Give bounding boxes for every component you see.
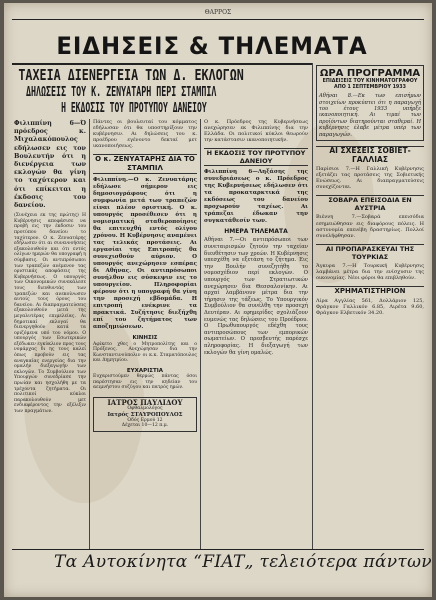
doctor-advert-line: Ιατρός ΣΤΑΥΡΟΠΟΥΛΟΣ: [107, 411, 183, 418]
section-heading-soviet: ΑΙ ΣΧΕΣΕΙΣ ΣΟΒΙΕΤ-ΓΑΛΛΙΑΣ: [316, 146, 424, 164]
headline-tertiary: Η ΕΚΔΟΣΙΣ ΤΟΥ ΠΡΟΤΥΠΟΥ ΔΑΝΕΙΟΥ: [61, 101, 207, 116]
doctor-advert: [93, 397, 197, 432]
doctor-advert-line: Οδός Ερμού 12: [127, 417, 163, 423]
section-text-turkey: Άγκυρα 7.—Η Τουρκική Κυβέρνησις λαμβάνει μέτρα δια την ενίσχυσιν της οικονομίας. Νέοι φόροι θα επιβληθούν.: [316, 262, 424, 281]
program-box-subtitle: ΕΠΙΔΕΙΞΕΙΣ ΤΟΥ ΚΙΝΗΜΑΤΟΓΡΑΦΟΥ: [322, 79, 418, 84]
col2-subheading: Ο κ. ΖΕΝΥΑΤΑΡΗΣ ΔΙΑ ΤΟ ΣΤΑΜΠΙΛ: [93, 154, 197, 174]
col2-paragraph-d: Ευχαριστούμεν θερμώς πάντας όσοι παρέστησαν εις την κηδείαν του αειμνήστου συζύγου και πατρός ημών.: [93, 374, 197, 391]
header-title: ΘΑΡΡΟΣ: [204, 9, 232, 16]
col3-paragraph-b: Φιλιππίνη 6—Ληξάσης της συνεδριάσεως ο κ. Πρόεδρος της Κυβερνήσεως εδήλωσεν ότι τα προκαταρκτικά της εκδόσεως του δανείου προχωρούν ταχέως. Αι τράπεζαι έδωκαν την συγκατάθεσίν των.: [204, 169, 308, 225]
section-text-soviet: Παρίσιοι 7.—Η Γαλλική Κυβέρνησις εξετάζει τας προτάσεις της Σοβιετικής Ενώσεως. Αι διαπραγματεύσεις συνεχίζονται.: [316, 166, 424, 191]
column-1: [14, 119, 86, 549]
col2-paragraph-c: Αφίκετο χθες ο Μητροπολίτης και ο Πρόξενος. Ανεχώρησαν δια την Κωνσταντινούπολιν οι κ.κ. Σταματόπουλος και Δημητρίου.: [93, 341, 197, 364]
page-header: [4, 9, 432, 16]
section-heading-exchange: ΧΡΗΜΑΤΙΣΤΗΡΙΟΝ: [316, 286, 424, 296]
column-divider: [200, 119, 201, 549]
masthead: ΕΙΔΗΣΕΙΣ & ΤΗΛΕΜΑΤΑ: [56, 32, 368, 60]
section-text-exchange: Λίρα Αγγλίας 561, Δολλάριον 125, Φράγκον Γαλλικόν 6.85, Λιρέτα 9.60, Φράγκον Ελβετικόν 34.20.: [316, 298, 424, 317]
col3-paragraph-a: Ο κ. Πρόεδρος της Κυβερνήσεως ανεχώρησεν εκ Φιλιππίνης δια την Ελλάδα. Οι πολιτικοί κύκλοι θεωρούν την κατάστασιν ικανοποιητικήν.: [204, 119, 308, 144]
column-4: [316, 65, 424, 549]
column-divider: [89, 119, 90, 549]
masthead-rule: [12, 63, 312, 65]
main-story-body: (Συνέχεια εκ της πρώτης) Η Κυβέρνησις αποφάσισε να προβή εις την έκδοσιν του προτύπου δανείου το ταχύτερον. Ο κ. Ζενυατάρης εδήλωσεν ότι αι συνεννοήσεις εξακολουθούν και ότι εντός ολίγων ημερών θα υπογραφή η σύμβασις. Οι αντιπρόσωποι των τραπεζών ανέμενον τας οριστικάς αποφάσεις της Κυβερνήσεως. Ο υπουργός των Οικονομικών συνεκάλεσε τους διευθυντάς των τραπεζών και ανεκοίνωσεν αυτοίς τους όρους του δανείου. Αι διαπραγματεύσεις εξακολουθούν μετά της μεγαλυτέρας επιμελείας. Αι δημοτικαί εκλογαί θα διενεργηθούν κατά τα οριζόμενα υπό του νόμου. Ο υπουργός των Εσωτερικών εξέδωκεν εγκύκλιον προς τους νομάρχας δι ης τους καλεί όπως προβούν εις τας αναγκαίας ενεργείας δια την ομαλήν διεξαγωγήν των εκλογών. Το Συμβούλιον των Υπουργών συνεδρίασε την πρωίαν και ησχολήθη με τα τρέχοντα ζητήματα. Οι πολιτικοί κύκλοι παρακολουθούν μετ ενδιαφέροντος την εξέλιξιν των πραγμάτων.: [14, 213, 86, 415]
lead-paragraph: Φιλιππίνη 6—Ό πρόεδρος κ. Μιχαλακόπουλος εδήλωσεν εις τον Βουλευτήν ότι η διενέργεια των εκλογών θα γίνη το ταχύτερον και ότι επίκειται η έκδοσις του δανείου.: [14, 119, 86, 210]
fiat-advertisement: Τα Αυτοκίνητα “FIAT„ τελειότερα πάντων: [54, 552, 432, 572]
section-heading-turkey: ΑΙ ΠΡΟΠΑΡΑΣΚΕΥΑΙ ΤΗΣ ΤΟΥΡΚΙΑΣ: [316, 244, 424, 261]
col3-paragraph-c: Αθήναι 7.—Οι αντιπρόσωποι των συνεταιρισμών ζητούν την ταχείαν διευθέτησιν των χρεών. Η Κυβέρνησις υπεσχέθη να εξετάση το ζήτημα. Εις την Βουλήν συνεζητήθη το νομοσχέδιον περί εκλογών. Ο υπουργός των Στρατιωτικών ανεχώρησεν δια Θεσσαλονίκην. Αι αρχαί λαμβάνουν μέτρα δια την τήρησιν της τάξεως. Το Υπουργικόν Συμβούλιον θα συνέλθη την προσεχή Δευτέραν. Αι εφημερίδες σχολιάζουν ευμενώς τας δηλώσεις του Προέδρου. Ο Πρωθυπουργός εδέχθη τους αντιπροσώπους των εμπορικών σωματείων. Ο πρεσβευτής παρέσχε πληροφορίας. Η διεξαγωγή των εκλογών θα γίνη ομαλώς.: [204, 237, 308, 356]
headline-secondary: ΔΗΛΩΣΕΙΣ ΤΟΥ Κ. ΖΕΝΥΑΤΑΡΗ ΠΕΡΙ ΣΤΑΜΠΙΛ: [26, 85, 217, 100]
section-text-austria: Βιέννη 7.—Σοβαρά επεισόδια εσημειώθησαν εις διαφόρους πόλεις. Η αστυνομία επενέβη δραστηρίως. Πολλοί συνελήφθησαν.: [316, 214, 424, 239]
program-box-date: ΑΠΟ 1 ΣΕΠΤΕΜΒΡΙΟΥ 1933: [334, 85, 406, 91]
column-2: [93, 119, 197, 549]
program-box: [316, 65, 424, 141]
doctor-advert-title: ΙΑΤΡΟΣ ΠΑΥΛΙΔΟΥ: [107, 397, 183, 407]
program-box-text: Αθήναι 8.—Εκ των επισήμων στοιχείων προκύπτει ότι η παραγωγή του έτους 1933 υπήρξε ικανοποιητική. Αι τιμαί των προϊόντων διατηρούνται σταθεραί. Η κυβέρνησις έλαβε μέτρα υπέρ των παραγωγών.: [319, 93, 421, 138]
col3-subheading-telegrams: ΗΜΕΡΑ ΤΗΛΕΜΑΤΑ: [224, 228, 288, 236]
header-rule: [12, 19, 424, 20]
footer-rule: [12, 549, 424, 550]
doctor-advert-line: Δέχεται 10—12 π.μ.: [121, 423, 169, 429]
col2-subheading-thanks: ΕΥΧΑΡΙΣΤΙΑ: [126, 367, 164, 374]
col3-subheading: Η ΕΚΔΟΣΙΣ ΤΟΥ ΠΡΟΤΥΠΟΥ ΔΑΝΕΙΟΥ: [204, 148, 308, 166]
col2-paragraph-a: Πάντες οι βουλευταί του κόμματος εδήλωσαν ότι θα υποστηρίξουν την κυβέρνησιν. Αι δηλώσεις του κ. προέδρου εγένοντο δεκταί μετ ικανοποιήσεως.: [93, 119, 197, 150]
doctor-advert-line: Οφθαλμολόγος: [127, 405, 163, 411]
newspaper-page: [4, 3, 432, 597]
col2-paragraph-b: Φιλιππίνη.—Ο κ. Ζενυατάρης εδήλωσε σήμερον εις δημοσιογράφους ότι η συμφωνία μετά των τραπεζών είναι πλέον οριστική. Ο κ. υπουργός προσέθεσεν ότι η νομισματική σταθεροποίησις θα επιτευχθή εντός ολίγου χρόνου. Η Κυβέρνησις αναμένει τας τελικάς προτάσεις. Αι εργασίαι της Επιτροπής θα συνεχισθούν αύριον. Ο υπουργός ανεχώρησεν εσπέρας δι Αθήνας. Οι αντιπρόσωποι συνήλθον εις σύσκεψιν εις το υπουργείον. Πληροφορίαι φέρουν ότι η υπογραφή θα γίνη την προσεχή εβδομάδα. Η επιτροπή ενέκρινε τα πρακτικά. Συζήτησις διεξήχθη επί του ζητήματος των αποζημιώσεων.: [93, 177, 197, 331]
section-heading-austria: ΣΟΒΑΡΑ ΕΠΕΙΣΟΔΙΑ ΕΝ ΑΥΣΤΡΙΑ: [316, 195, 424, 212]
column-3: [204, 119, 308, 549]
col2-subheading-kinisis: ΚΙΝΗΣΙΣ: [132, 335, 158, 342]
column-divider: [312, 63, 313, 549]
program-box-title: ΩΡΑ ΠΡΟΓΡΑΜΜΑ: [319, 68, 421, 79]
headline-primary: ΤΑΧΕΙΑ ΔΙΕΝΕΡΓΕΙΑ ΤΩΝ Δ. ΕΚΛΟΓΩΝ: [18, 66, 244, 84]
